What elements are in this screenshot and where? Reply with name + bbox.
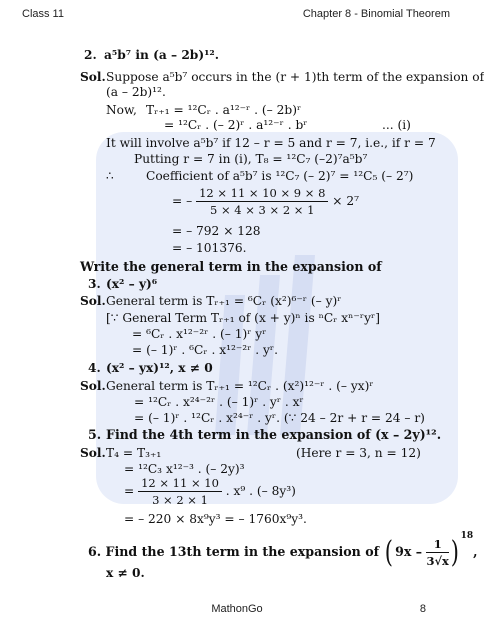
- q5-sol-label: Sol.: [80, 446, 106, 460]
- q2-eq1-denominator: 5 × 4 × 3 × 2 × 1: [210, 203, 315, 217]
- q5-line3-prefix: =: [124, 484, 135, 498]
- q3-line4: = (– 1)ʳ . ⁶Cᵣ . x¹²⁻²ʳ . yʳ.: [132, 343, 279, 357]
- header-chapter: Chapter 8 - Binomial Theorem: [302, 8, 450, 20]
- q4-number: 4.: [88, 361, 101, 375]
- q6-fraction: [426, 537, 448, 568]
- q6-question: 6. Find the 13th term in the expansion of ( 9x – $\frac{1}{3√x}$ ) $^{18}$,: [88, 531, 478, 570]
- q6-prefix: Find the 13th term in the expansion of: [105, 544, 380, 559]
- q6-condition: x ≠ 0.: [106, 566, 145, 580]
- q3-sol-label: Sol.: [80, 294, 106, 308]
- q3-line3: = ⁶Cᵣ . x¹²⁻²ʳ . (– 1)ʳ yʳ: [132, 327, 267, 341]
- q6-exponent: 18: [460, 531, 474, 541]
- q2-line1: Suppose a⁵b⁷ occurs in the (r + 1)th term of the expansion of: [106, 70, 484, 84]
- q5-line3-fraction: [138, 476, 222, 507]
- page-number: 8: [419, 603, 426, 615]
- q2-therefore: ∴: [106, 169, 114, 183]
- q2-eq1: [172, 186, 359, 217]
- q3-question: (x² – y)⁶: [106, 277, 158, 291]
- q5-line1: T₄ = T₃₊₁: [106, 446, 162, 460]
- q4-line3: = (– 1)ʳ . ¹²Cᵣ . x²⁴⁻ʳ . yʳ. (∵ 24 – 2r + r = 24 – r): [134, 411, 425, 425]
- q2-now: Now,: [106, 103, 137, 117]
- q2-eq3: = – 101376.: [172, 241, 247, 255]
- q2-number: 2.: [84, 48, 97, 62]
- section-title: Write the general term in the expansion of: [80, 259, 382, 274]
- q6-fraction-numerator: 1: [426, 537, 448, 553]
- q2-eq1-suffix: × 2⁷: [332, 194, 359, 208]
- q5-question: Find the 4th term in the expansion of (x – 2y)¹².: [106, 427, 442, 442]
- q2-line2: (a – 2b)¹².: [106, 85, 166, 99]
- q4-sol-label: Sol.: [80, 379, 106, 393]
- q2-eq2: = – 792 × 128: [172, 224, 261, 238]
- q4-line1: General term is Tᵣ₊₁ = ¹²Cᵣ . (x²)¹²⁻ʳ . (– yx)ʳ: [106, 379, 374, 393]
- q2-eq-tag: ... (i): [382, 118, 411, 132]
- q4-question: (x² – yx)¹², x ≠ 0: [106, 361, 213, 375]
- q4-line2: = ¹²Cᵣ . x²⁴⁻²ʳ . (– 1)ʳ . yʳ . xʳ: [134, 395, 304, 409]
- q6-fraction-denominator: 3√x: [426, 554, 449, 568]
- q5-line2: = ¹²C₃ x¹²⁻³ . (– 2y)³: [124, 462, 245, 476]
- q6-left-paren: (: [385, 534, 394, 570]
- footer-brand: MathonGo: [211, 603, 263, 615]
- q6-expr-a: 9x –: [395, 544, 423, 559]
- q2-eq1-numerator: 12 × 11 × 10 × 9 × 8: [196, 186, 328, 202]
- q2-eq1-fraction: [196, 186, 328, 217]
- q5-line3-numerator: 12 × 11 × 10: [138, 476, 222, 492]
- q2-line5: It will involve a⁵b⁷ if 12 – r = 5 and r = 7, i.e., if r = 7: [106, 136, 436, 150]
- q2-line6: Putting r = 7 in (i), T₈ = ¹²C₇ (–2)⁷a⁵b⁷: [134, 152, 368, 166]
- q2-question: a⁵b⁷ in (a – 2b)¹².: [104, 48, 220, 62]
- q5-line3-suffix: . x⁹ . (– 8y³): [225, 484, 296, 498]
- q5-line4: = – 220 × 8x⁹y³ = – 1760x⁹y³.: [124, 512, 307, 526]
- q5-number: 5.: [88, 427, 102, 442]
- q3-line1: General term is Tᵣ₊₁ = ⁶Cᵣ (x²)⁶⁻ʳ (– y)ʳ: [106, 294, 342, 308]
- q5-line1-tag: (Here r = 3, n = 12): [296, 446, 421, 460]
- q5-line3: [124, 476, 296, 507]
- q2-line3: Tᵣ₊₁ = ¹²Cᵣ . a¹²⁻ʳ . (– 2b)ʳ: [146, 103, 302, 117]
- q2-sol-label: Sol.: [80, 70, 106, 84]
- q2-line7: Coefficient of a⁵b⁷ is ¹²C₇ (– 2)⁷ = ¹²C₅ (– 2⁷): [146, 169, 414, 183]
- q2-eq1-prefix: = –: [172, 194, 193, 208]
- q5-line3-denominator: 3 × 2 × 1: [152, 493, 208, 507]
- q3-line2: [∵ General Term Tᵣ₊₁ of (x + y)ⁿ is ⁿCᵣ xⁿ⁻ʳyʳ]: [106, 311, 380, 325]
- header-class: Class 11: [22, 8, 64, 20]
- q6-number: 6.: [88, 544, 102, 559]
- q2-line4: = ¹²Cᵣ . (– 2)ʳ . a¹²⁻ʳ . bʳ: [164, 118, 308, 132]
- q3-number: 3.: [88, 277, 101, 291]
- q6-right-paren: ): [450, 534, 459, 570]
